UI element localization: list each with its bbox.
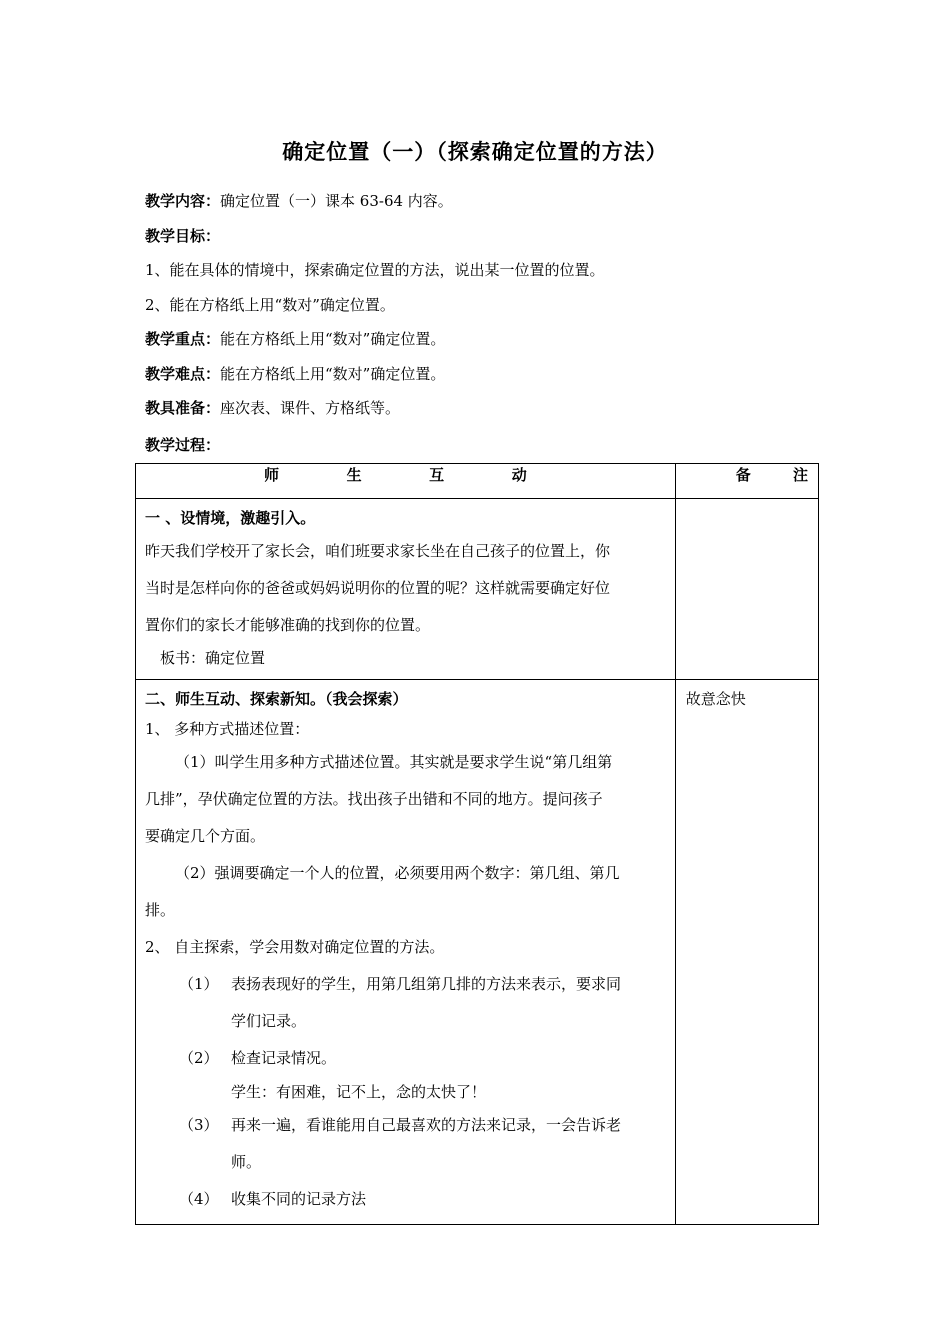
materials-value: 座次表、课件、方格纸等。 [220, 399, 401, 417]
goal-item-2: 2、能在方格纸上用“数对”确定位置。 [145, 296, 395, 314]
sub-item-1 [145, 966, 665, 1040]
difficulty [145, 364, 445, 384]
header-notes [675, 464, 818, 499]
section2-heading: 二、师生互动、探索新知。（我会探索） [145, 690, 408, 708]
sub-item-line: 检查记录情况。 [231, 1049, 337, 1067]
page-title: 确定位置（一）（探索确定位置的方法） [282, 139, 668, 164]
section2-point-1: 1、 多种方式描述位置： [145, 720, 310, 738]
section2-cell [136, 680, 676, 1225]
teaching-goals-label: 教学目标： [145, 227, 221, 245]
difficulty-value: 能在方格纸上用“数对”确定位置。 [220, 365, 446, 383]
difficulty-label: 教学难点： [145, 365, 221, 383]
section1-line: 置你们的家长才能够准确的找到你的位置。 [145, 616, 431, 634]
section2-line: （2）强调要确定一个人的位置，必须要用两个数字：第几组、第几 [175, 864, 620, 882]
section2-point-2: 2、 自主探索，学会用数对确定位置的方法。 [145, 938, 445, 956]
sub-item-number: （1） [179, 975, 219, 993]
key-point [145, 329, 445, 349]
teaching-content [145, 191, 453, 211]
section2-line: （1）叫学生用多种方式描述位置。其实就是要求学生说“第几组第 [175, 753, 613, 771]
header-char: 备 [735, 466, 751, 484]
section1-note-cell [675, 499, 818, 680]
teaching-content-value: 确定位置（一）课本 63-64 内容。 [220, 192, 453, 210]
sub-item-line: 学们记录。 [231, 1012, 307, 1030]
section2-line: 排。 [145, 901, 176, 919]
section1-line: 昨天我们学校开了家长会，咱们班要求家长坐在自己孩子的位置上，你 [145, 542, 611, 560]
header-char: 生 [346, 466, 362, 484]
table-row [136, 680, 819, 1225]
sub-item-line: 表扬表现好的学生，用第几组第几排的方法来表示，要求同 [231, 975, 622, 993]
note-text: 故意念快 [685, 690, 746, 708]
header-char: 互 [429, 466, 445, 484]
materials [145, 398, 400, 418]
process-label: 教学过程： [145, 436, 221, 454]
sub-item-number: （4） [179, 1190, 219, 1208]
teaching-process-table [135, 463, 819, 1225]
section2-note-cell [675, 680, 818, 1225]
section1-heading: 一 、设情境，激趣引入。 [145, 509, 316, 527]
key-point-value: 能在方格纸上用“数对”确定位置。 [220, 330, 446, 348]
sub-item-4 [145, 1181, 665, 1218]
header-interaction [136, 464, 676, 499]
sub-item-number: （3） [179, 1116, 219, 1134]
sub-item-line: 学生：有困难，记不上，念的太快了！ [231, 1083, 487, 1101]
materials-label: 教具准备： [145, 399, 221, 417]
table-header-row [136, 464, 819, 499]
header-char: 注 [792, 466, 808, 484]
header-char: 动 [511, 466, 527, 484]
sub-item-line: 收集不同的记录方法 [231, 1190, 367, 1208]
goal-item-1: 1、能在具体的情境中，探索确定位置的方法，说出某一位置的位置。 [145, 261, 605, 279]
sub-item-line: 师。 [231, 1153, 262, 1171]
section2-line: 几排”，孕伏确定位置的方法。找出孩子出错和不同的地方。提问孩子 [145, 790, 603, 808]
sub-item-2 [145, 1040, 665, 1107]
sub-item-number: （2） [179, 1049, 219, 1067]
key-point-label: 教学重点： [145, 330, 221, 348]
board-writing: 板书：确定位置 [160, 649, 266, 667]
section1-cell [136, 499, 676, 680]
section2-line: 要确定几个方面。 [145, 827, 266, 845]
header-char: 师 [264, 466, 280, 484]
sub-item-3 [145, 1107, 665, 1181]
teaching-content-label: 教学内容： [145, 192, 221, 210]
section1-line: 当时是怎样向你的爸爸或妈妈说明你的位置的呢？这样就需要确定好位 [145, 579, 611, 597]
table-row [136, 499, 819, 680]
sub-item-line: 再来一遍，看谁能用自己最喜欢的方法来记录，一会告诉老 [231, 1116, 622, 1134]
